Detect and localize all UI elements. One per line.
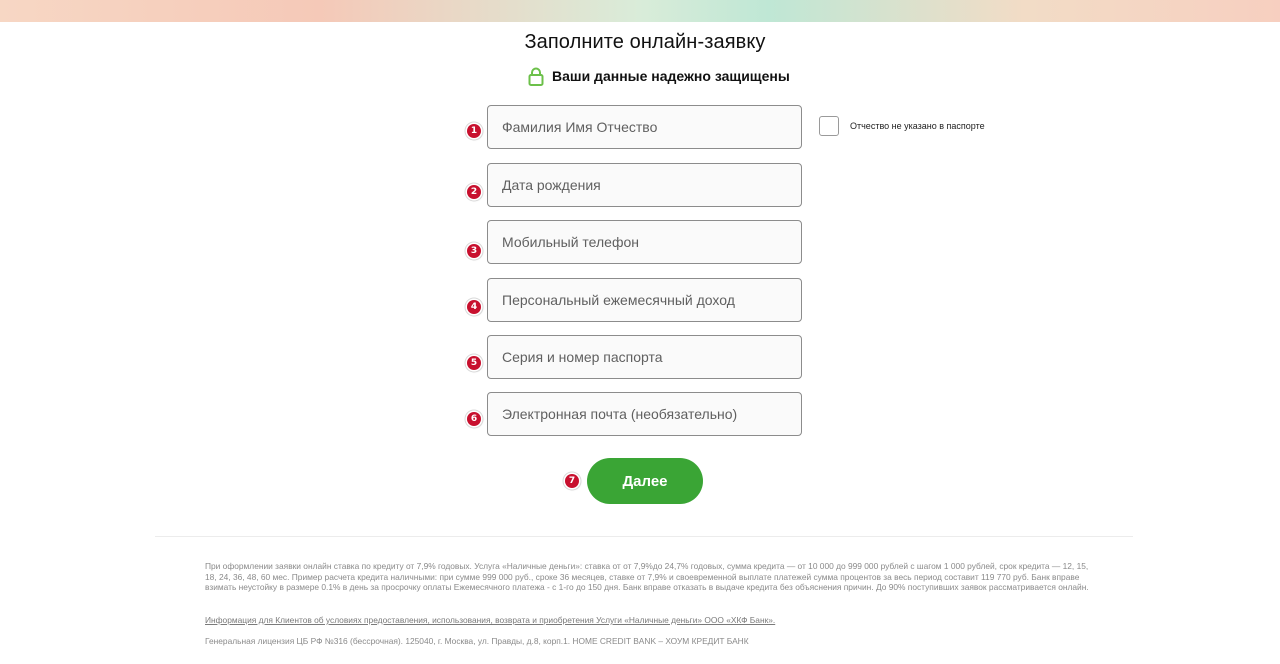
page-title: Заполните онлайн-заявку — [524, 31, 766, 53]
footer-license: Генеральная лицензия ЦБ РФ №316 (бессрочная). 125040, г. Москва, ул. Правды, д.8, корп.1. HOME CREDIT BANK – ХОУМ КРЕДИТ БАНК — [205, 636, 749, 646]
birth-date-input[interactable] — [487, 163, 802, 207]
step-badge-1: 1 — [467, 124, 481, 138]
step-badge-7: 7 — [565, 474, 579, 488]
next-button[interactable]: Далее — [587, 458, 703, 504]
passport-input[interactable] — [487, 335, 802, 379]
step-badge-4: 4 — [467, 300, 481, 314]
security-notice — [528, 66, 790, 86]
full-name-input[interactable] — [487, 105, 802, 149]
email-input[interactable] — [487, 392, 802, 436]
step-badge-2: 2 — [467, 185, 481, 199]
lock-icon — [528, 67, 544, 86]
step-badge-5: 5 — [467, 356, 481, 370]
footer-divider — [155, 536, 1133, 537]
mobile-phone-input[interactable] — [487, 220, 802, 264]
client-info-link[interactable]: Информация для Клиентов об условиях предоставления, использования, возврата и приобретения Услуги «Наличные деньги» ООО «ХКФ Банк». — [205, 615, 776, 625]
monthly-income-input[interactable] — [487, 278, 802, 322]
secure-text: Ваши данные надежно защищены — [552, 68, 790, 84]
top-banner — [0, 0, 1280, 22]
step-badge-6: 6 — [467, 412, 481, 426]
no-patronymic-checkbox[interactable] — [819, 116, 839, 136]
step-badge-3: 3 — [467, 244, 481, 258]
footer-disclaimer: При оформлении заявки онлайн ставка по кредиту от 7,9% годовых. Услуга «Наличные деньги»: ставка от от 7,9%до 24,7% годовых, сумма кредита — от 10 000 до 999 000 рублей с шагом 1 000 рублей, срок кредита — 12, 15, 18, 24, 36, 48, 60 мес. Пример расчета кредита наличными: при сумме 999 000 руб., сроке 36 месяцев, ставке от 7,9% и своевременной выплате платежей сумма процентов за весь период составит 119 770 руб. Банк вправе взимать неустойку в размере 0.1% в день за просрочку оплаты Ежемесячного платежа - с 1-го до 150 дня. Банк вправе отказать в выдаче кредита без объяснения причин. До 90% поступивших заявок рассматривается онлайн. — [205, 561, 1089, 592]
no-patronymic-label: Отчество не указано в паспорте — [850, 121, 985, 131]
